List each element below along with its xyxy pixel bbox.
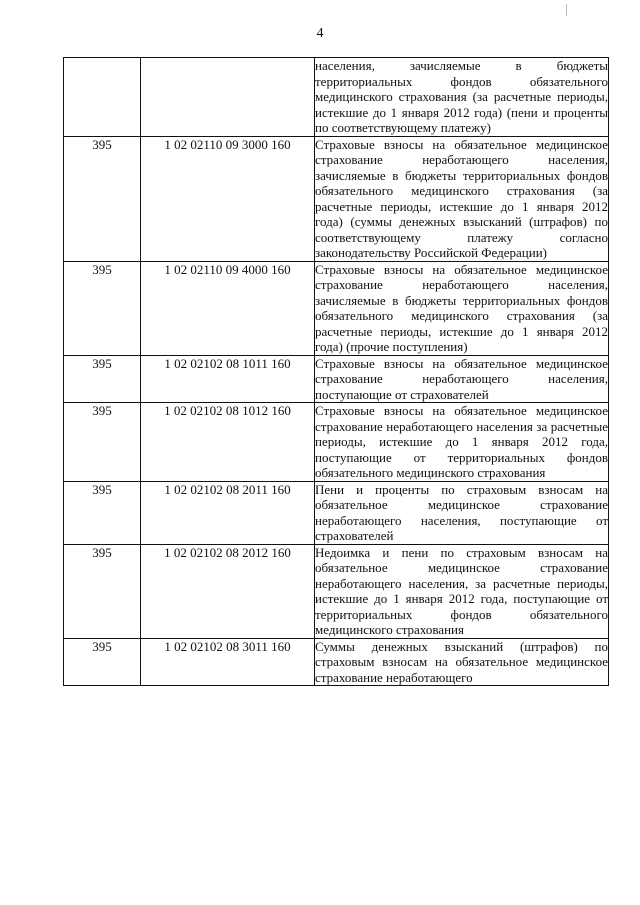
budget-code-cell: 1 02 02102 08 2011 160 bbox=[141, 481, 315, 544]
income-name-text: Недоимка и пени по страховым взносам на обязательное медицинское страхование неработающего населения, за расчетные периоды, истекшие до 1 января 2012 года, поступающие от территориальных фондов обязательного медицинского страхования bbox=[315, 544, 608, 637]
table-row bbox=[64, 544, 609, 638]
income-name-text: населения, зачисляемые в бюджеты территориальных фондов обязательного медицинского страхования (за расчетные периоды, истекшие до 1 января 2012 года) (пени и проценты по соответствующему платежу) bbox=[315, 58, 608, 135]
budget-code-cell bbox=[141, 58, 315, 137]
admin-code-cell: 395 bbox=[64, 403, 141, 482]
admin-code-cell: 395 bbox=[64, 544, 141, 638]
income-name-text: Страховые взносы на обязательное медицинское страхование неработающего населения за расчетные периоды, истекшие до 1 января 2012 года, поступающие от территориальных фондов обязательного медицинского страхования bbox=[315, 403, 608, 480]
income-name-cell bbox=[315, 136, 609, 261]
income-name-cell bbox=[315, 355, 609, 403]
income-name-cell bbox=[315, 481, 609, 544]
budget-code-cell: 1 02 02110 09 3000 160 bbox=[141, 136, 315, 261]
table-row bbox=[64, 638, 609, 686]
table-row bbox=[64, 355, 609, 403]
income-name-text: Страховые взносы на обязательное медицинское страхование неработающего населения, поступающие от страхователей bbox=[315, 355, 608, 402]
budget-code-cell: 1 02 02102 08 1011 160 bbox=[141, 355, 315, 403]
income-name-text: Страховые взносы на обязательное медицинское страхование неработающего населения, зачисляемые в бюджеты территориальных фондов обязательного медицинского страхования (за расчетные периоды, истекшие до 1 января 2012 года) (прочие поступления) bbox=[315, 261, 608, 354]
income-name-text: Страховые взносы на обязательное медицинское страхование неработающего населения, зачисляемые в бюджеты территориальных фондов обязательного медицинского страхования (за расчетные периоды, истекшие до 1 января 2012 года) (суммы денежных взысканий (штрафов) по соответствующему платежу согласно законодательству Российской Федерации) bbox=[315, 136, 608, 260]
income-name-cell bbox=[315, 58, 609, 137]
admin-code-cell bbox=[64, 58, 141, 137]
budget-code-cell: 1 02 02102 08 3011 160 bbox=[141, 638, 315, 686]
admin-code-cell: 395 bbox=[64, 355, 141, 403]
budget-code-cell: 1 02 02110 09 4000 160 bbox=[141, 261, 315, 355]
income-name-cell bbox=[315, 403, 609, 482]
budget-classification-table bbox=[63, 57, 609, 686]
table-row bbox=[64, 481, 609, 544]
table-row bbox=[64, 403, 609, 482]
income-name-text: Пени и проценты по страховым взносам на обязательное медицинское страхование неработающего населения, поступающие от страхователей bbox=[315, 481, 608, 543]
budget-code-cell: 1 02 02102 08 1012 160 bbox=[141, 403, 315, 482]
income-name-text: Суммы денежных взысканий (штрафов) по страховым взносам на обязательное медицинское страхование неработающего bbox=[315, 638, 608, 685]
income-name-cell bbox=[315, 544, 609, 638]
income-name-cell bbox=[315, 261, 609, 355]
table-row bbox=[64, 136, 609, 261]
page-number: 4 bbox=[316, 26, 324, 41]
table-row bbox=[64, 261, 609, 355]
admin-code-cell: 395 bbox=[64, 261, 141, 355]
budget-code-cell: 1 02 02102 08 2012 160 bbox=[141, 544, 315, 638]
table-row bbox=[64, 58, 609, 137]
scan-artifact-mark bbox=[566, 4, 567, 16]
income-name-cell bbox=[315, 638, 609, 686]
admin-code-cell: 395 bbox=[64, 136, 141, 261]
admin-code-cell: 395 bbox=[64, 481, 141, 544]
admin-code-cell: 395 bbox=[64, 638, 141, 686]
